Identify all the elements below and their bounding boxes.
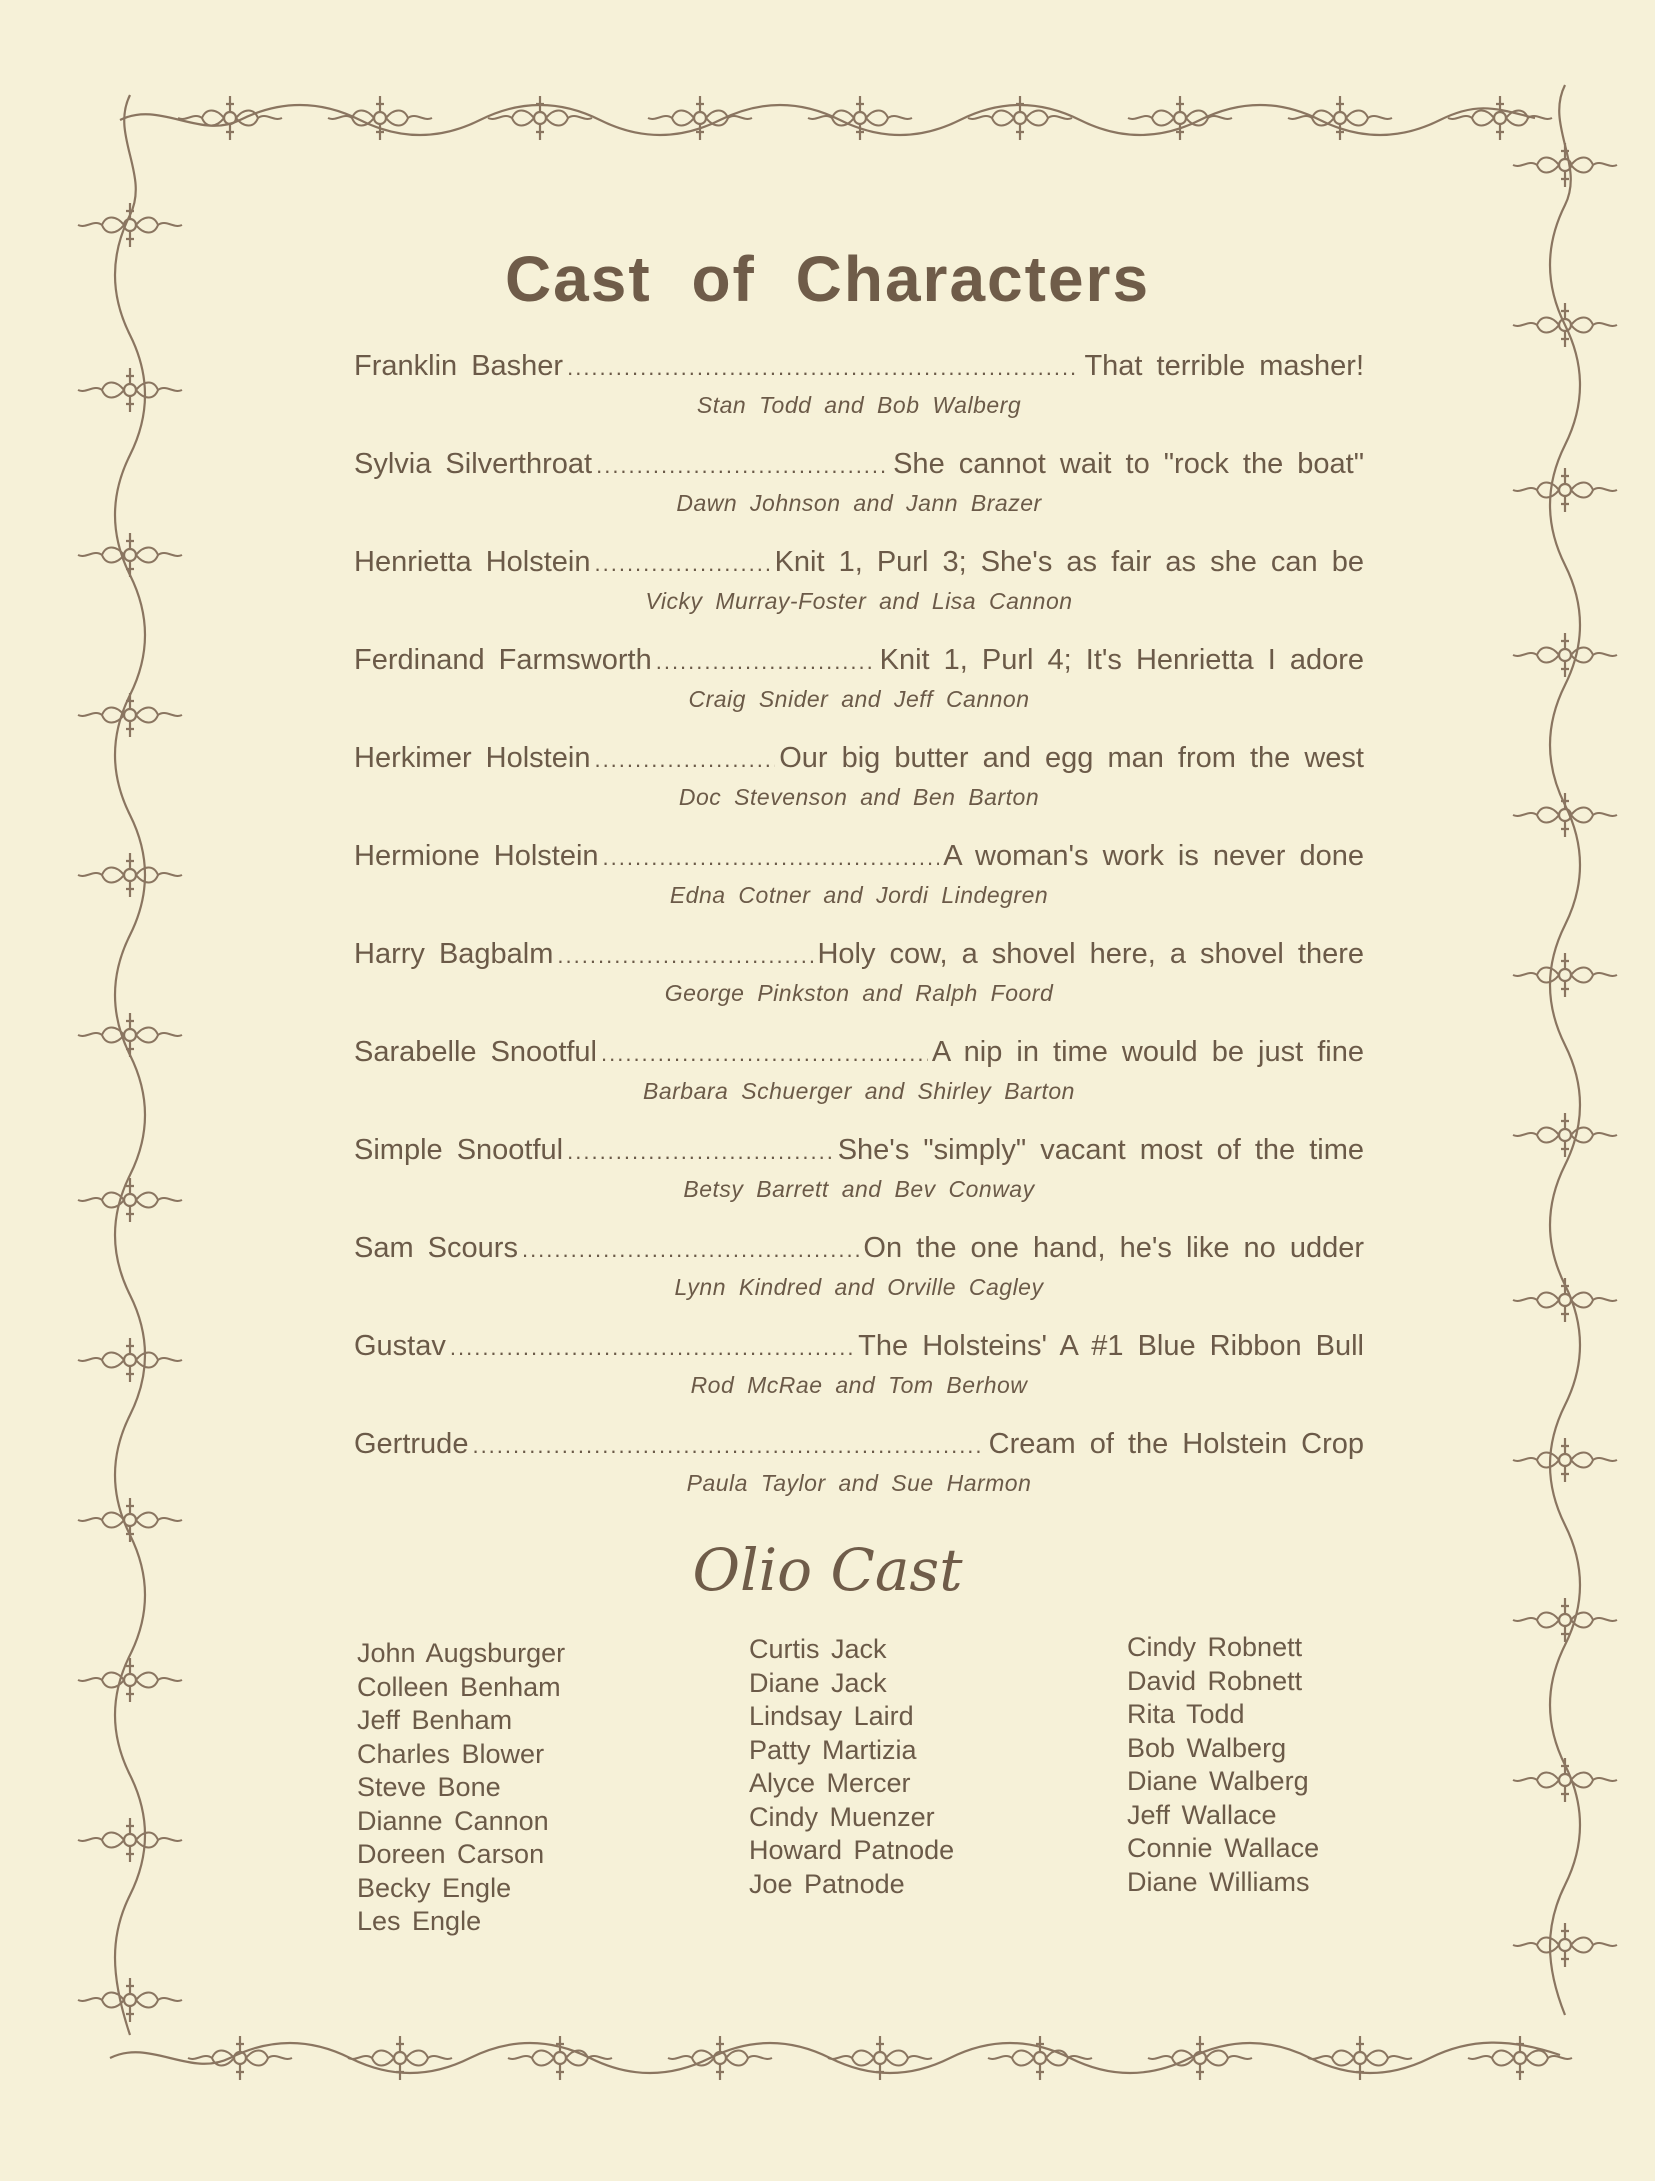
dot-leader bbox=[656, 649, 876, 675]
cast-entry bbox=[354, 546, 1364, 644]
role-name: Gustav bbox=[354, 1330, 446, 1362]
olio-cast-member: Connie Wallace bbox=[1127, 1833, 1320, 1863]
actor-names: Vicky Murray-Foster and Lisa Cannon bbox=[645, 588, 1073, 614]
role-description: On the one hand, he's like no udder bbox=[863, 1232, 1364, 1264]
cast-list bbox=[354, 350, 1364, 1526]
olio-cast-member: Jeff Benham bbox=[357, 1705, 513, 1735]
actor-names: Craig Snider and Jeff Cannon bbox=[688, 686, 1030, 712]
dot-leader bbox=[450, 1335, 854, 1361]
olio-cast-member: Charles Blower bbox=[357, 1738, 545, 1769]
role-line bbox=[354, 448, 1364, 488]
role-description: She's "simply" vacant most of the time bbox=[837, 1134, 1364, 1166]
dot-leader bbox=[595, 551, 771, 577]
olio-cast-member: Rita Todd bbox=[1127, 1699, 1245, 1729]
olio-cast-member: Bob Walberg bbox=[1127, 1732, 1287, 1763]
olio-cast-member: Jeff Wallace bbox=[1127, 1799, 1277, 1830]
role-line bbox=[354, 546, 1364, 586]
olio-title: Olio Cast bbox=[692, 1536, 963, 1604]
cast-entry bbox=[354, 1036, 1364, 1134]
dot-leader bbox=[594, 747, 775, 773]
role-description: Holy cow, a shovel here, a shovel there bbox=[817, 938, 1364, 970]
role-name: Herkimer Holstein bbox=[354, 742, 591, 774]
olio-cast-member: Steve Bone bbox=[357, 1772, 501, 1802]
actor-names: Stan Todd and Bob Walberg bbox=[696, 392, 1022, 418]
role-line bbox=[354, 1134, 1364, 1174]
olio-cast-member: Doreen Carson bbox=[357, 1839, 545, 1869]
role-line bbox=[354, 742, 1364, 782]
role-line bbox=[354, 644, 1364, 684]
olio-cast-member: Lindsay Laird bbox=[749, 1701, 914, 1731]
actor-names: Barbara Schuerger and Shirley Barton bbox=[643, 1078, 1075, 1104]
dot-leader bbox=[601, 1041, 928, 1067]
role-name: Sam Scours bbox=[354, 1232, 518, 1264]
role-name: Ferdinand Farmsworth bbox=[354, 644, 652, 676]
cast-entry bbox=[354, 350, 1364, 448]
role-name: Sarabelle Snootful bbox=[354, 1036, 597, 1068]
olio-cast-member: David Robnett bbox=[1127, 1665, 1303, 1696]
role-description: Knit 1, Purl 3; She's as fair as she can be bbox=[774, 546, 1364, 578]
olio-cast-member: Curtis Jack bbox=[749, 1634, 887, 1664]
role-name: Sylvia Silverthroat bbox=[354, 448, 593, 480]
role-name: Henrietta Holstein bbox=[354, 546, 591, 578]
dot-leader bbox=[557, 943, 813, 969]
cast-entry bbox=[354, 742, 1364, 840]
actor-names: Betsy Barrett and Bev Conway bbox=[683, 1176, 1035, 1202]
role-description: That terrible masher! bbox=[1084, 350, 1364, 382]
olio-cast-member: Joe Patnode bbox=[749, 1868, 905, 1899]
role-description: A nip in time would be just fine bbox=[931, 1036, 1364, 1068]
role-name: Gertrude bbox=[354, 1428, 469, 1460]
actor-names: Doc Stevenson and Ben Barton bbox=[678, 784, 1040, 810]
olio-column-2 bbox=[749, 1633, 954, 1901]
actor-names: Lynn Kindred and Orville Cagley bbox=[674, 1274, 1044, 1300]
role-name: Hermione Holstein bbox=[354, 840, 599, 872]
dot-leader bbox=[472, 1433, 984, 1459]
role-line bbox=[354, 1330, 1364, 1370]
role-line bbox=[354, 938, 1364, 978]
role-name: Franklin Basher bbox=[354, 350, 564, 382]
role-description: Our big butter and egg man from the west bbox=[779, 742, 1364, 774]
olio-cast-member: John Augsburger bbox=[357, 1638, 566, 1668]
role-description: She cannot wait to "rock the boat" bbox=[893, 448, 1364, 480]
role-line bbox=[354, 840, 1364, 880]
olio-cast-member: Diane Williams bbox=[1127, 1866, 1310, 1897]
role-description: The Holsteins' A #1 Blue Ribbon Bull bbox=[858, 1330, 1364, 1362]
olio-cast-member: Alyce Mercer bbox=[749, 1768, 911, 1798]
olio-cast-member: Patty Martizia bbox=[749, 1734, 917, 1765]
actor-names: George Pinkston and Ralph Foord bbox=[664, 980, 1054, 1006]
dot-leader bbox=[596, 453, 889, 479]
role-line bbox=[354, 1232, 1364, 1272]
page-title: Cast of Characters bbox=[504, 243, 1151, 315]
dot-leader bbox=[567, 355, 1080, 381]
cast-entry bbox=[354, 840, 1364, 938]
olio-cast-member: Howard Patnode bbox=[749, 1835, 955, 1865]
olio-cast-member: Colleen Benham bbox=[357, 1671, 561, 1702]
actor-names: Paula Taylor and Sue Harmon bbox=[686, 1470, 1032, 1496]
role-description: Knit 1, Purl 4; It's Henrietta I adore bbox=[879, 644, 1364, 676]
olio-cast-member: Cindy Robnett bbox=[1127, 1632, 1303, 1662]
olio-column-1 bbox=[357, 1637, 565, 1939]
dot-leader bbox=[522, 1237, 859, 1263]
actor-names: Edna Cotner and Jordi Lindegren bbox=[669, 882, 1049, 908]
cast-entry bbox=[354, 1232, 1364, 1330]
role-name: Simple Snootful bbox=[354, 1134, 564, 1166]
cast-entry bbox=[354, 1428, 1364, 1526]
border-top bbox=[120, 105, 1535, 135]
olio-cast-member: Les Engle bbox=[357, 1906, 482, 1936]
role-line bbox=[354, 1036, 1364, 1076]
olio-cast-member: Cindy Muenzer bbox=[749, 1801, 935, 1832]
cast-entry bbox=[354, 1134, 1364, 1232]
role-name: Harry Bagbalm bbox=[354, 938, 554, 970]
cast-entry bbox=[354, 938, 1364, 1036]
olio-cast-member: Becky Engle bbox=[357, 1872, 512, 1903]
role-description: Cream of the Holstein Crop bbox=[988, 1428, 1364, 1460]
olio-cast-member: Diane Jack bbox=[749, 1667, 887, 1698]
actor-names: Dawn Johnson and Jann Brazer bbox=[676, 490, 1042, 516]
dot-leader bbox=[603, 845, 940, 871]
actor-names: Rod McRae and Tom Berhow bbox=[690, 1372, 1028, 1398]
cast-entry bbox=[354, 644, 1364, 742]
cast-entry bbox=[354, 1330, 1364, 1428]
role-description: A woman's work is never done bbox=[943, 840, 1364, 872]
dot-leader bbox=[567, 1139, 834, 1165]
role-line bbox=[354, 350, 1364, 390]
role-line bbox=[354, 1428, 1364, 1468]
olio-cast-member: Dianne Cannon bbox=[357, 1805, 549, 1836]
olio-cast-member: Diane Walberg bbox=[1127, 1766, 1309, 1796]
border-right bbox=[1550, 85, 1580, 2015]
cast-entry bbox=[354, 448, 1364, 546]
olio-column-3 bbox=[1127, 1631, 1319, 1899]
